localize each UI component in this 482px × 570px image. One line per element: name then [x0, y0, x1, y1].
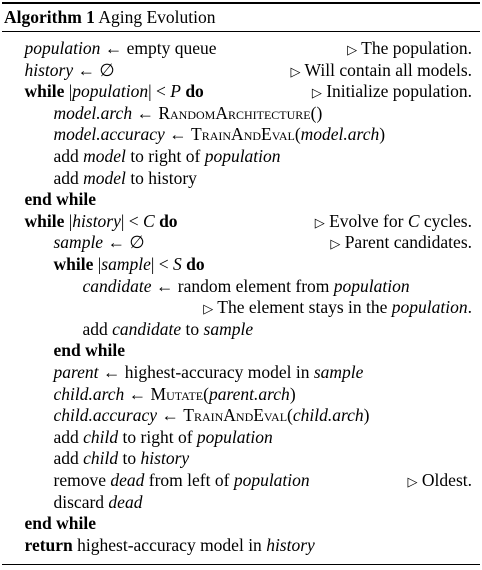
comment-triangle-icon: ▷ [314, 214, 325, 230]
line-code: add child to history [53, 448, 190, 469]
algorithm-line [0, 231, 480, 253]
algorithm-line [0, 361, 480, 383]
line-code: remove dead from left of population [53, 470, 310, 490]
algorithm-title: Aging Evolution [98, 7, 216, 27]
algorithm-line [0, 37, 480, 59]
line-code: end while [24, 189, 96, 210]
algorithm-line [0, 123, 480, 145]
line-code: discard dead [53, 491, 143, 512]
line-comment: ▷ Evolve for C cycles. [314, 210, 472, 231]
bottom-rule [2, 564, 480, 565]
line-code: sample ← ∅ [53, 232, 145, 253]
line-comment: ▷ The element stays in the population. [203, 297, 472, 318]
algorithm-line [0, 469, 480, 491]
algorithm-line [0, 188, 480, 210]
line-code: while |sample| < S do [53, 254, 205, 274]
comment-triangle-icon: ▷ [407, 474, 418, 489]
line-code: end while [53, 340, 125, 361]
comment-triangle-icon: ▷ [311, 85, 322, 101]
line-code: parent ← highest-accuracy model in sample [53, 362, 364, 382]
line-code: child.arch ← Mutate(parent.arch) [53, 383, 296, 404]
algorithm-line [0, 102, 480, 124]
algorithm-line [0, 80, 480, 102]
algorithm-line [0, 512, 480, 534]
line-code: history ← ∅ [24, 59, 115, 80]
algorithm-line [0, 534, 480, 556]
algorithm-line [0, 145, 480, 167]
algorithm-line [0, 275, 480, 297]
line-code: add model to history [53, 167, 197, 188]
top-rule [2, 2, 480, 4]
line-code: population ← empty queue [24, 38, 217, 58]
comment-triangle-icon: ▷ [347, 42, 358, 57]
algorithm-label: Algorithm 1 [4, 7, 95, 27]
comment-triangle-icon: ▷ [203, 301, 214, 317]
comment-triangle-icon: ▷ [330, 236, 341, 252]
algorithm-line [0, 491, 480, 513]
line-comment: ▷ Initialize population. [311, 81, 472, 102]
algorithm-line [0, 447, 480, 469]
line-code: model.accuracy ← TrainAndEval(model.arch) [53, 124, 386, 145]
line-code: candidate ← random element from population [82, 275, 410, 296]
line-code: add model to right of population [53, 146, 281, 166]
line-code: add child to right of population [53, 426, 273, 447]
line-code: end while [24, 513, 96, 534]
algorithm-line [0, 167, 480, 189]
algorithm-line [0, 318, 480, 340]
algorithm-line [0, 253, 480, 275]
algorithm-line [0, 404, 480, 426]
comment-triangle-icon: ▷ [290, 63, 301, 79]
line-code: while |population| < P do [24, 81, 204, 102]
algorithm-line [0, 296, 480, 318]
algorithm-line [0, 210, 480, 232]
line-code: return highest-accuracy model in history [24, 534, 315, 555]
algorithm-line [0, 426, 480, 448]
line-comment: ▷ Parent candidates. [330, 232, 472, 253]
line-code: child.accuracy ← TrainAndEval(child.arch) [53, 405, 370, 426]
algorithm-line [0, 383, 480, 405]
line-code: model.arch ← RandomArchitecture() [53, 102, 323, 123]
algorithm-line [0, 339, 480, 361]
algorithm-caption [4, 6, 215, 28]
line-comment: ▷ The population. [347, 38, 472, 58]
line-code: while |history| < C do [24, 210, 178, 231]
line-comment: ▷ Will contain all models. [290, 59, 472, 80]
algorithm-line [0, 59, 480, 81]
caption-rule [2, 31, 480, 32]
line-comment: ▷ Oldest. [407, 470, 472, 490]
line-code: add candidate to sample [82, 318, 254, 339]
